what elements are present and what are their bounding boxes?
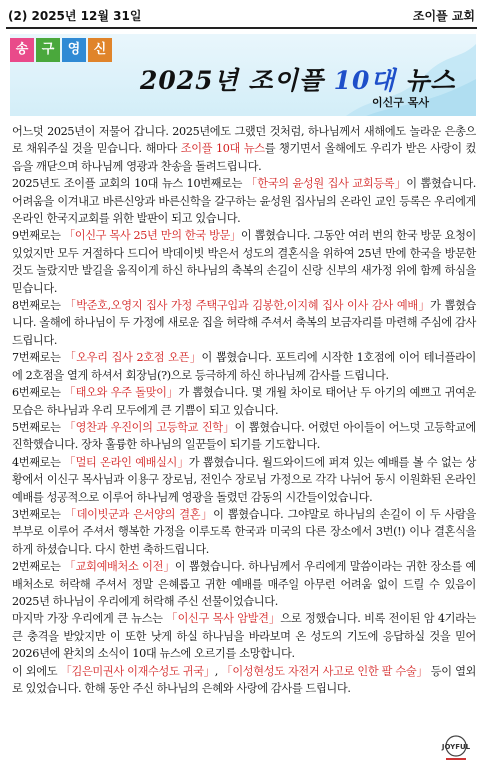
body-text: 6번째로는: [12, 386, 65, 400]
news-highlight: 조이플 10대 뉴스: [180, 142, 265, 156]
body-text: 이 뽑혔습니다. 포트리에 시작한 1호점에 이어 테너플라이에 2호점을 열게 하셔서 회장님(?)으로 등극하게 하신 하나님께 감사를 드립니다.: [12, 351, 476, 382]
body-text: 이 뽑혔습니다. 어렸던 아이들이 어느덧 고등학교에 진학했습니다. 장차 훌륭한 하나님의 일꾼들이 되기를 기도합니다.: [12, 420, 476, 452]
body-text: 를 챙기면서 올해에도 우리가 받은 사랑이 컸음을 깨닫으며 하나님께 영광과 찬송을 돌려드립니다.: [12, 142, 476, 173]
news-highlight: 「이신구 목사 25년 만의 한국 방문」: [63, 229, 241, 243]
section-badge: [10, 38, 112, 64]
header-divider: [6, 27, 477, 29]
body-text: 등이 열외로 있었습니다. 한해 동안 주신 하나님의 은혜와 사랑에 감사를 드립니다.: [12, 664, 476, 695]
paragraph: [12, 349, 476, 384]
body-text: 가 뽑혔습니다. 몇 개월 차이로 태어난 두 아기의 예쁘고 귀여운 모습은 하나님과 우리 모두에게 큰 기쁨이 되고 있습니다.: [12, 386, 476, 417]
news-highlight: 「박준호,오영지 집사 가정 주택구입과 김봉한,이지혜 집사 이사 감사 예배」: [64, 299, 431, 313]
title-highlight: 10대: [333, 66, 396, 95]
news-highlight: 「이신구 목사 암발견」: [166, 612, 281, 626]
page-date: (2) 2025년 12월 31일: [8, 8, 142, 23]
page-header: [8, 4, 475, 26]
body-text: 이 뽑혔습니다. 하나님께서 우리에게 말씀이라는 귀한 장소를 예배처소로 허락해 주셔서 정말 은혜롭고 귀한 예배를 매주일 아무런 어려움 없이 드릴 수 있음이 2025년 하나님이 우리에게 허락해 주신 선물이었습니다.: [12, 560, 476, 608]
body-text: 8번째로는: [12, 299, 65, 313]
body-text: 이 외에도: [12, 664, 61, 678]
badge-char: 구: [36, 38, 60, 62]
paragraph: [12, 384, 476, 419]
paragraph: [12, 663, 476, 698]
body-text: 4번째로는: [12, 455, 65, 469]
badge-char: 신: [88, 38, 112, 62]
body-text: 마지막 가장 우리에게 큰 뉴스는: [12, 612, 167, 626]
body-text: 2번째로는: [12, 560, 65, 574]
paragraph: [12, 558, 476, 610]
title-suffix: 뉴스: [395, 66, 456, 95]
paragraph: [12, 419, 476, 454]
body-text: 으로 정했습니다. 비록 전이된 암 4기라는 큰 충격을 받았지만 이 또한 낫게 하실 하나님을 바라보며 온 성도의 기도에 응답하실 것을 믿어 2026년에 완치의 소식이 10대 뉴스에 오르기를 소망합니다.: [12, 612, 476, 661]
body-text: 어느덧 2025년이 저물어 갑니다. 2025년에도 그랬던 것처럼, 하나님께서 새해에도 놀라운 은총으로 채워주실 것을 믿습니다. 해마다: [12, 125, 476, 156]
article-title: [140, 61, 456, 97]
news-highlight: 「멀티 온라인 예배실시」: [64, 455, 189, 469]
body-text: 2025년도 조이플 교회의 10대 뉴스 10번째로는: [12, 177, 246, 191]
news-highlight: 「이성현성도 자전거 사고로 인한 팔 수술」: [221, 664, 428, 678]
paragraph: [12, 610, 476, 662]
title-prefix: 2025년 조이플: [140, 66, 334, 95]
body-text: 이 뽑혔습니다. 그야말로 하나님의 손길이 이 두 사람을 부부로 이루어 주셔서 행복한 가정을 이루도록 한국과 미국의 다른 장소에서 3번(!) 이나 결혼식을 하게 하셨습니다. 다시 한번 축하드립니다.: [12, 507, 476, 556]
badge-char: 영: [62, 38, 86, 62]
paragraph: [12, 123, 476, 175]
news-highlight: 「한국의 윤성원 집사 교회등록」: [245, 177, 407, 191]
paragraph: [12, 506, 476, 558]
joyful-logo-icon: [440, 734, 472, 762]
author-name: 이신구 목사: [372, 96, 429, 109]
paragraph: [12, 297, 476, 349]
news-highlight: 「영찬과 우진이의 고등학교 진학」: [64, 420, 235, 434]
body-text: 가 뽑혔습니다. 월드와이드에 퍼져 있는 예배를 볼 수 없는 상황에서 이신구 목사님과 이용구 장로님, 전인수 장로님 가정으로 각각 나뉘어 동시 이원화된 온라인 예배를 성공적으로 이루어 하나님께 영광을 돌렸던 감동의 시간들이었습니다.: [12, 455, 476, 504]
body-text: 가 뽑혔습니다. 올해에 하나님이 두 가정에 새로운 집을 허락해 주셔서 축복의 보금자리를 마련해 주심에 감사드립니다.: [12, 299, 476, 347]
paragraph: [12, 175, 476, 227]
paragraph: [12, 454, 476, 506]
body-text: 이 뽑혔습니다. 그동안 여러 번의 한국 방문 요청이 있었지만 모두 거절하다 드디어 박데이빗 박은서 성도의 결혼식을 위하여 25년 만에 한국을 방문한 것도 놀랐지만 발길을 움직이게 하신 하나님의 축복의 손길이 신랑 신부의 새가정 위에 함께 하심을 믿습니다.: [12, 229, 477, 295]
body-text: 3번째로는: [12, 507, 65, 521]
news-highlight: 「데이빗군과 은서양의 결혼」: [64, 507, 214, 521]
svg-text:JOYFUL: JOYFUL: [441, 743, 471, 751]
body-text: 7번째로는: [12, 351, 65, 365]
news-highlight: 「교회예배처소 이전」: [64, 560, 175, 574]
badge-char: 송: [10, 38, 34, 62]
news-highlight: 「태오와 우주 돌맞이」: [64, 386, 179, 400]
body-text: 이 뽑혔습니다. 어려움을 이겨내고 바른신앙과 바른신학을 갈구하는 윤성원 집사님의 온라인 교인 등록은 우리에게 온라인 한국지교회를 위한 발판이 되고 있습니다.: [12, 177, 476, 226]
paragraph: [12, 227, 476, 297]
news-highlight: 「김은미권사 이재수성도 귀국」: [60, 664, 215, 678]
church-name: 조이플 교회: [412, 8, 475, 23]
news-highlight: 「오우리 집사 2호점 오픈」: [64, 351, 202, 365]
body-text: 9번째로는: [12, 229, 64, 243]
body-text: 5번째로는: [12, 420, 65, 434]
body-text: ,: [214, 664, 222, 678]
article-body: [12, 123, 476, 697]
